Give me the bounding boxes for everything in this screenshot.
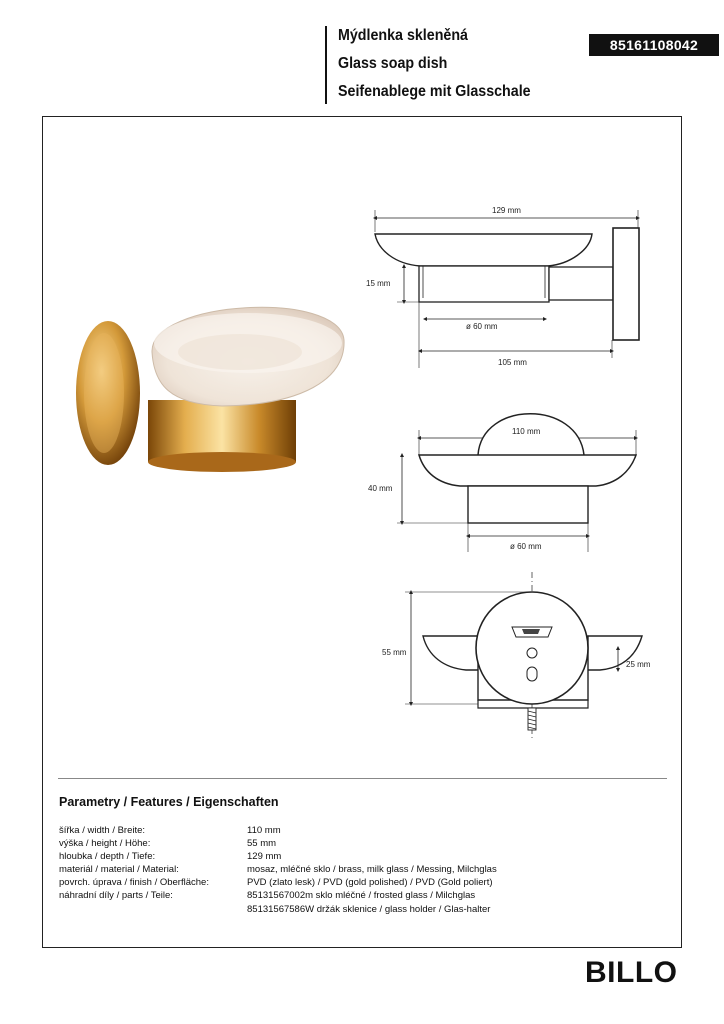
spec-value-parts-2: 85131567586W držák sklenice / glass holder / Glas-halter — [247, 904, 491, 915]
product-photo — [76, 307, 344, 472]
spec-label-height: výška / height / Höhe: — [59, 838, 151, 849]
front-diameter-label: ø 60 mm — [510, 542, 542, 551]
title-english: Glass soap dish — [338, 55, 448, 72]
spec-value-material: mosaz, mléčné sklo / brass, milk glass / Messing, Milchglas — [247, 864, 497, 875]
back-offset-label: 25 mm — [626, 660, 651, 669]
back-view-drawing — [405, 572, 642, 740]
side-view-drawing — [375, 210, 639, 368]
back-height-label: 55 mm — [382, 648, 407, 657]
features-heading: Parametry / Features / Eigenschaften — [59, 795, 279, 809]
side-height-label: 15 mm — [366, 279, 391, 288]
section-divider — [58, 778, 667, 779]
spec-label-material: materiál / material / Material: — [59, 864, 179, 875]
brand-logo: BILLO — [585, 956, 678, 989]
spec-value-width: 110 mm — [247, 825, 281, 836]
spec-value-depth: 129 mm — [247, 851, 282, 862]
title-german: Seifenablege mit Glasschale — [338, 83, 531, 100]
side-width-label: 129 mm — [492, 206, 521, 215]
spec-value-parts-1: 85131567002m sklo mléčné / frosted glass / Milchglas — [247, 890, 476, 901]
spec-label-finish: povrch. úprava / finish / Oberfläche: — [59, 877, 209, 888]
front-height-label: 40 mm — [368, 484, 393, 493]
spec-label-depth: hloubka / depth / Tiefe: — [59, 851, 156, 862]
side-depth-label: 105 mm — [498, 358, 527, 367]
title-czech: Mýdlenka skleněná — [338, 27, 468, 44]
spec-label-parts: náhradní díly / parts / Teile: — [59, 890, 173, 901]
spec-value-height: 55 mm — [247, 838, 277, 849]
spec-value-finish: PVD (zlato lesk) / PVD (gold polished) / PVD (Gold poliert) — [247, 877, 493, 888]
side-diameter-label: ø 60 mm — [466, 322, 498, 331]
spec-label-width: šířka / width / Breite: — [59, 825, 146, 836]
product-code: 85161108042 — [589, 34, 719, 56]
front-width-label: 110 mm — [512, 427, 541, 436]
